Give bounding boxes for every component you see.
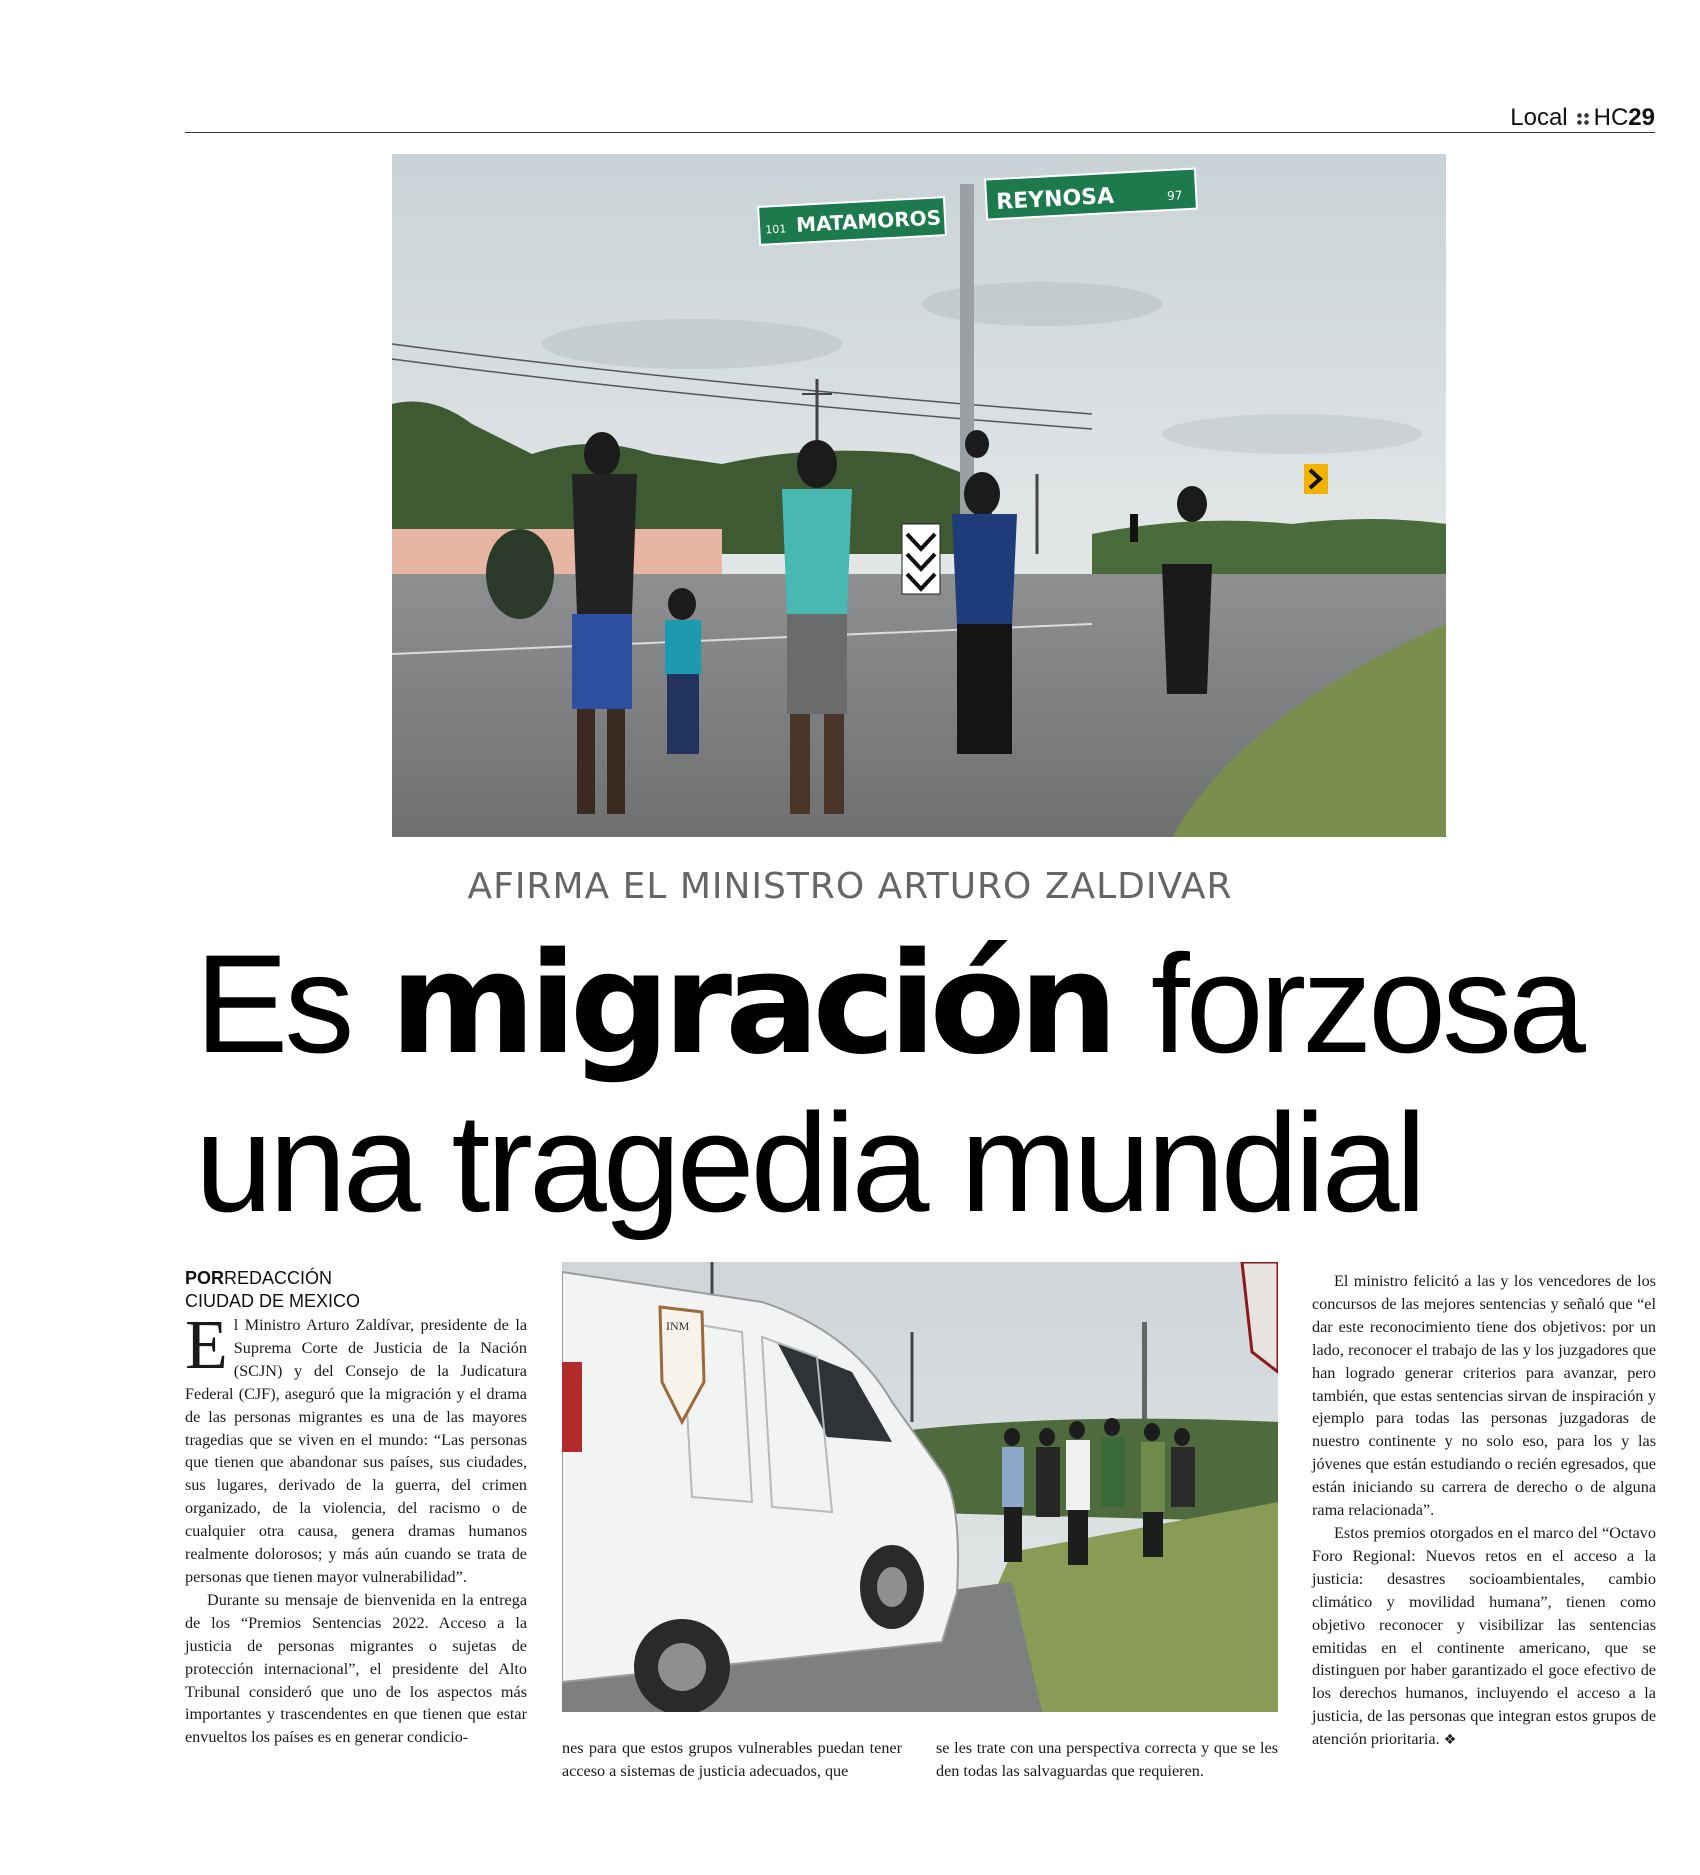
kicker: AFIRMA EL MINISTRO ARTURO ZALDIVAR — [467, 866, 1233, 907]
byline-location: CIUDAD DE MEXICO — [185, 1291, 361, 1311]
headline — [195, 925, 1675, 1242]
photo-van-migrants — [562, 1262, 1278, 1712]
van-logo: INM — [666, 1319, 690, 1333]
byline-por: POR — [185, 1268, 225, 1288]
dots-icon — [1576, 112, 1590, 126]
headline-word-forzosa: forzosa — [1150, 925, 1582, 1082]
article-column-3 — [936, 1737, 1278, 1783]
article-column-1 — [185, 1307, 527, 1749]
headline-line-1 — [195, 925, 1675, 1084]
sign-route-97: 97 — [1166, 188, 1183, 204]
section-folio — [1510, 104, 1655, 132]
article-column-2 — [562, 1737, 902, 1783]
headline-line-2: una tragedia mundial — [195, 1084, 1423, 1241]
sign-matamoros-text: MATAMOROS — [795, 205, 942, 237]
brand-name: HC — [1593, 104, 1629, 131]
page-header — [185, 100, 1655, 133]
end-of-article-icon: ❖ — [1443, 1732, 1457, 1749]
headline-word-migracion: migración — [389, 923, 1112, 1086]
sign-reynosa-text: REYNOSA — [995, 183, 1115, 216]
paragraph-1-text: l Ministro Arturo Zaldívar, presidente de la Suprema Corte de Justicia de la Nación (SCJN) y del Consejo de la Judicatura Federal (CJF), aseguró que la migración y el drama de las personas migrantes es una de las mayores tragedias que se viven en el mundo: “Las personas que tienen que abandonar sus países, sus ciudades, sus lugares, derivado de la guerra, del crimen organizado, de la violencia, del racismo o de cualquier otra causa, genera dramas humanos realmente dolorosos; y más aún cuando se trata de personas que tienen mayor vulnerabilidad”. — [185, 1316, 527, 1586]
article-column-4 — [1312, 1270, 1656, 1752]
headline-word-es: Es — [195, 925, 351, 1082]
article-paragraph-2-end: se les trate con una perspectiva correcta y que se les den todas las salvaguardas que requieren. — [936, 1739, 1278, 1780]
article-paragraph-4 — [1312, 1522, 1656, 1752]
article-paragraph-2: Durante su mensaje de bienvenida en la entrega de los “Premios Sentencias 2022. Acceso a la justicia de personas migrantes o sujetas de protección internacional”, el presidente del Alto Tribunal consideró que uno de los aspectos más importantes y trascendentes en que tienen que estar envueltos los países es en generar condicio- — [185, 1590, 527, 1747]
byline-author: REDACCIÓN — [224, 1268, 333, 1288]
photo-migrants-crossroads — [392, 154, 1446, 837]
dropcap: E — [185, 1307, 228, 1384]
page-number: 29 — [1628, 104, 1655, 131]
article-paragraph-3: El ministro felicitó a las y los vencedores de los concursos de las mejores sentencias y señaló que “el dar este reconocimiento tiene dos objetivos: por un lado, reconocer el trabajo de las y los juzgadores que han logrado generar criterios para avanzar, pero también, que estas sentencias sirvan de inspiración y ejemplo para todas las personas juzgadoras de nuestro continente y no solo eso, para los y las jóvenes que están estudiando o recién egresados, que están iniciando su carrera de derecho o de alguna rama relacionada”. — [1312, 1272, 1656, 1520]
section-name: Local — [1510, 104, 1568, 131]
paragraph-4-text: Estos premios otorgados en el marco del “Octavo Foro Regional: Nuevos retos en el acceso a la justicia: desastres socioambientales, cambio climático y movilidad humana”, tienen como objetivo reconocer y visibilizar las sentencias emitidas en el continente americano, que se distinguen por haber garantizado el goce efectivo de los derechos humanos, incluyendo el acceso a la justicia, de las personas que integran estos grupos de atención prioritaria. — [1312, 1523, 1656, 1749]
article-paragraph-1 — [185, 1307, 527, 1589]
sign-route-101: 101 — [765, 222, 787, 237]
article-paragraph-2-continued: nes para que estos grupos vulnerables puedan tener acceso a sistemas de justicia adecuados, que — [562, 1739, 902, 1780]
